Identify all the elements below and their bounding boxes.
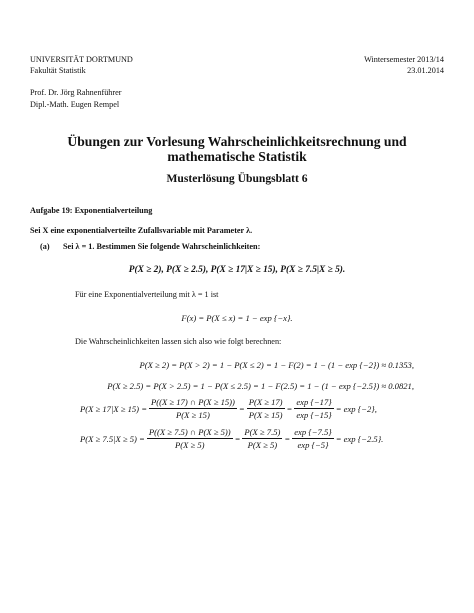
date-label: 23.01.2014 [407,66,444,75]
part-a-label: (a) [40,242,50,251]
eq4-equals-1: = [234,433,241,444]
part-a-text: Sei λ = 1. Bestimmen Sie folgende Wahrscheinlichkeiten: [63,242,261,251]
eq3-f1-denominator: P(X ≥ 15) [176,410,210,420]
faculty-name: Fakultät Statistik [30,66,86,75]
eq4-fraction-1 [147,427,233,450]
eq3-f3-denominator: exp {−15} [296,410,332,420]
eq3-fraction-3 [294,397,333,420]
eq3-fraction-2 [247,397,285,420]
assistant-name: Dipl.-Math. Eugen Rempel [30,100,120,109]
eq4-f3-numerator: exp {−7.5} [294,427,332,437]
equation-1: P(X ≥ 2) = P(X > 2) = 1 − P(X ≤ 2) = 1 − F(2) = 1 − (1 − exp {−2}) ≈ 0.1353, [139,360,414,370]
university-name: UNIVERSITÄT DORTMUND [30,55,133,64]
equation-4 [80,427,383,450]
eq4-f3-denominator: exp {−5} [297,440,329,450]
eq4-tail: = exp {−2.5}. [335,433,384,444]
eq3-f3-numerator: exp {−17} [296,397,332,407]
eq3-tail: = exp {−2}, [335,403,377,414]
eq4-fraction-2 [242,427,282,450]
cdf-intro-text: Für eine Exponentialverteilung mit λ = 1 ist [75,290,219,299]
task-heading: Aufgabe 19: Exponentialverteilung [30,206,153,215]
eq3-equals-2: = [286,403,293,414]
task-intro: Sei X eine exponentialverteilte Zufallsvariable mit Parameter λ. [30,226,253,235]
eq3-fraction-1 [149,397,237,420]
eq4-equals-2: = [284,433,291,444]
eq4-f1-denominator: P(X ≥ 5) [174,440,205,450]
eq4-fraction-3 [292,427,334,450]
calc-intro-text: Die Wahrscheinlichkeiten lassen sich also wie folgt berechnen: [75,337,282,346]
eq3-lhs: P(X ≥ 17|X ≥ 15) = [80,403,147,414]
eq4-lhs: P(X ≥ 7.5|X ≥ 5) = [80,433,145,444]
eq3-f2-numerator: P(X ≥ 17) [248,397,283,407]
page-subtitle: Musterlösung Übungsblatt 6 [166,172,308,185]
eq4-f2-denominator: P(X ≥ 5) [247,440,278,450]
eq3-equals-1: = [238,403,245,414]
eq4-f1-numerator: P((X ≥ 7.5) ∩ P(X ≥ 5)) [148,427,231,437]
page-title-line2: mathematische Statistik [167,149,307,164]
probability-list: P(X ≥ 2), P(X ≥ 2.5), P(X ≥ 17|X ≥ 15), P(X ≥ 7.5|X ≥ 5). [128,265,346,275]
semester-label: Wintersemester 2013/14 [364,55,444,64]
professor-name: Prof. Dr. Jörg Rahnenführer [30,88,122,97]
page-title-line1: Übungen zur Vorlesung Wahrscheinlichkeitsrechnung und [67,134,407,149]
equation-2: P(X ≥ 2.5) = P(X > 2.5) = 1 − P(X ≤ 2.5) = 1 − F(2.5) = 1 − (1 − exp {−2.5}) ≈ 0.0821, [107,381,414,391]
eq3-f1-numerator: P((X ≥ 17) ∩ P(X ≥ 15)) [151,397,235,407]
cdf-equation: F(x) = P(X ≤ x) = 1 − exp {−x}. [181,313,293,323]
eq3-f2-denominator: P(X ≥ 15) [248,410,283,420]
equation-3 [80,397,377,420]
eq4-f2-numerator: P(X ≥ 7.5) [244,427,281,437]
